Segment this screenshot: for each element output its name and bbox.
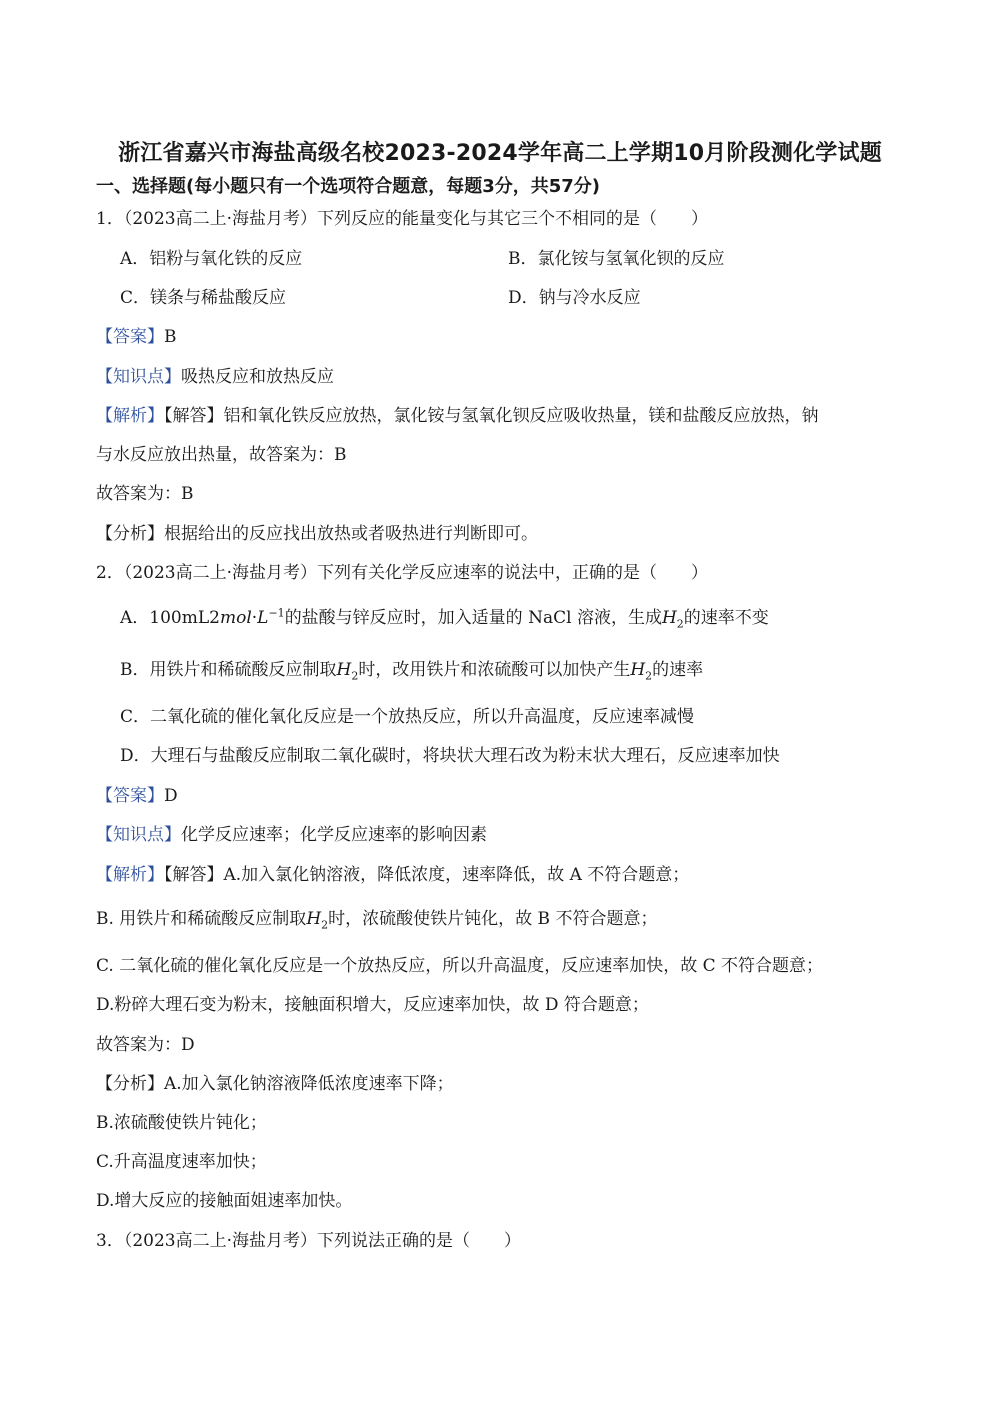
fenxi-line: 【分析】根据给出的反应找出放热或者吸热进行判断即可。 <box>96 524 538 544</box>
unit-mol: mol <box>219 608 252 628</box>
option-b-prefix: B．用铁片和稀硫酸反应制取 <box>120 660 337 680</box>
question-text: 下列说法正确的是（ ） <box>317 1231 521 1251</box>
knowledge-value: 化学反应速率；化学反应速率的影响因素 <box>181 825 487 845</box>
option-c: C．二氧化硫的催化氧化反应是一个放热反应，所以升高温度，反应速率减慢 <box>120 707 695 727</box>
option-c: C．镁条与稀盐酸反应 <box>120 288 287 308</box>
option-a: A．铝粉与氧化铁的反应 <box>120 249 303 269</box>
question-text: 下列有关化学反应速率的说法中，正确的是（ ） <box>317 563 708 583</box>
option-b: B．氯化铵与氢氧化钡的反应 <box>508 249 725 269</box>
question-source: （2023高二上·海盐月考） <box>123 1231 317 1251</box>
knowledge-line <box>96 362 334 387</box>
question-source: （2023高二上·海盐月考） <box>123 209 317 229</box>
option-b <box>120 655 703 682</box>
fenxi-line: D.增大反应的接触面姐速率加快。 <box>96 1191 353 1211</box>
page-title: 浙江省嘉兴市海盐高级名校2023-2024学年高二上学期10月阶段测化学试题 <box>118 141 882 166</box>
answer-tag: 【答案】 <box>96 327 164 347</box>
analysis-text: 【解答】A.加入氯化钠溶液，降低浓度，速率降低，故 A 不符合题意； <box>164 865 690 885</box>
option-a-end: 的速率不变 <box>683 608 769 628</box>
fenxi-line: C.升高温度速率加快； <box>96 1152 267 1172</box>
option-b-middle: 时，改用铁片和浓硫酸可以加快产生 <box>358 660 631 680</box>
analysis-d: D.粉碎大理石变为粉末，接触面积增大，反应速率加快，故 D 符合题意； <box>96 995 649 1015</box>
analysis-continued: 与水反应放出热量，故答案为：B <box>96 445 347 465</box>
concentration-number: 2 <box>209 608 220 628</box>
analysis-b-end: 时，浓硫酸使铁片钝化，故 B 不符合题意； <box>328 909 658 929</box>
option-a-prefix: A．100mL <box>120 608 210 628</box>
section-heading: 一、选择题(每小题只有一个选项符合题意，每题3分，共57分) <box>96 176 601 197</box>
hydrogen-subscript: 2 <box>351 669 359 683</box>
question-text: 下列反应的能量变化与其它三个不相同的是（ ） <box>317 209 708 229</box>
analysis-b <box>96 904 657 931</box>
analysis-text: 【解答】铝和氧化铁反应放热，氯化铵与氢氧化钡反应吸收热量，镁和盐酸反应放热，钠 <box>164 406 819 426</box>
option-d: D．钠与冷水反应 <box>508 288 641 308</box>
answer-value: B <box>164 327 177 347</box>
hydrogen-symbol: H <box>630 660 646 680</box>
analysis-tag: 【解析】 <box>96 865 164 885</box>
question-2-stem <box>96 558 708 583</box>
analysis-tag: 【解析】 <box>96 406 164 426</box>
knowledge-tag: 【知识点】 <box>96 367 181 387</box>
option-b-end: 的速率 <box>652 660 704 680</box>
question-number: 1． <box>96 209 124 229</box>
knowledge-value: 吸热反应和放热反应 <box>181 367 334 387</box>
knowledge-line <box>96 820 487 845</box>
option-a-middle: 的盐酸与锌反应时，加入适量的 NaCl 溶液，生成 <box>284 608 662 628</box>
option-a <box>120 603 769 630</box>
answer-line <box>96 781 178 806</box>
hydrogen-subscript: 2 <box>321 918 329 932</box>
knowledge-tag: 【知识点】 <box>96 825 181 845</box>
conclusion-line: 故答案为：B <box>96 484 194 504</box>
question-number: 3． <box>96 1231 124 1251</box>
answer-tag: 【答案】 <box>96 786 164 806</box>
analysis-line <box>96 401 819 426</box>
question-1-stem <box>96 204 708 229</box>
answer-line <box>96 322 177 347</box>
question-source: （2023高二上·海盐月考） <box>123 563 317 583</box>
fenxi-line: B.浓硫酸使铁片钝化； <box>96 1113 267 1133</box>
question-number: 2． <box>96 563 124 583</box>
question-3-stem <box>96 1226 521 1251</box>
unit-exponent: −1 <box>268 606 285 620</box>
fenxi-line: 【分析】A.加入氯化钠溶液降低浓度速率下降； <box>96 1074 454 1094</box>
hydrogen-symbol: H <box>661 608 677 628</box>
analysis-b-prefix: B. 用铁片和稀硫酸反应制取 <box>96 909 307 929</box>
hydrogen-subscript: 2 <box>676 617 684 631</box>
unit-liter: L <box>257 608 269 628</box>
hydrogen-subscript: 2 <box>645 669 653 683</box>
answer-value: D <box>164 786 178 806</box>
hydrogen-symbol: H <box>336 660 352 680</box>
option-d: D．大理石与盐酸反应制取二氧化碳时，将块状大理石改为粉末状大理石，反应速率加快 <box>120 746 780 766</box>
conclusion-line: 故答案为：D <box>96 1035 195 1055</box>
unit-dot: · <box>251 608 258 628</box>
analysis-c: C. 二氧化硫的催化氧化反应是一个放热反应，所以升高温度，反应速率加快，故 C 不符合题意； <box>96 956 824 976</box>
analysis-line <box>96 860 689 885</box>
hydrogen-symbol: H <box>306 909 322 929</box>
